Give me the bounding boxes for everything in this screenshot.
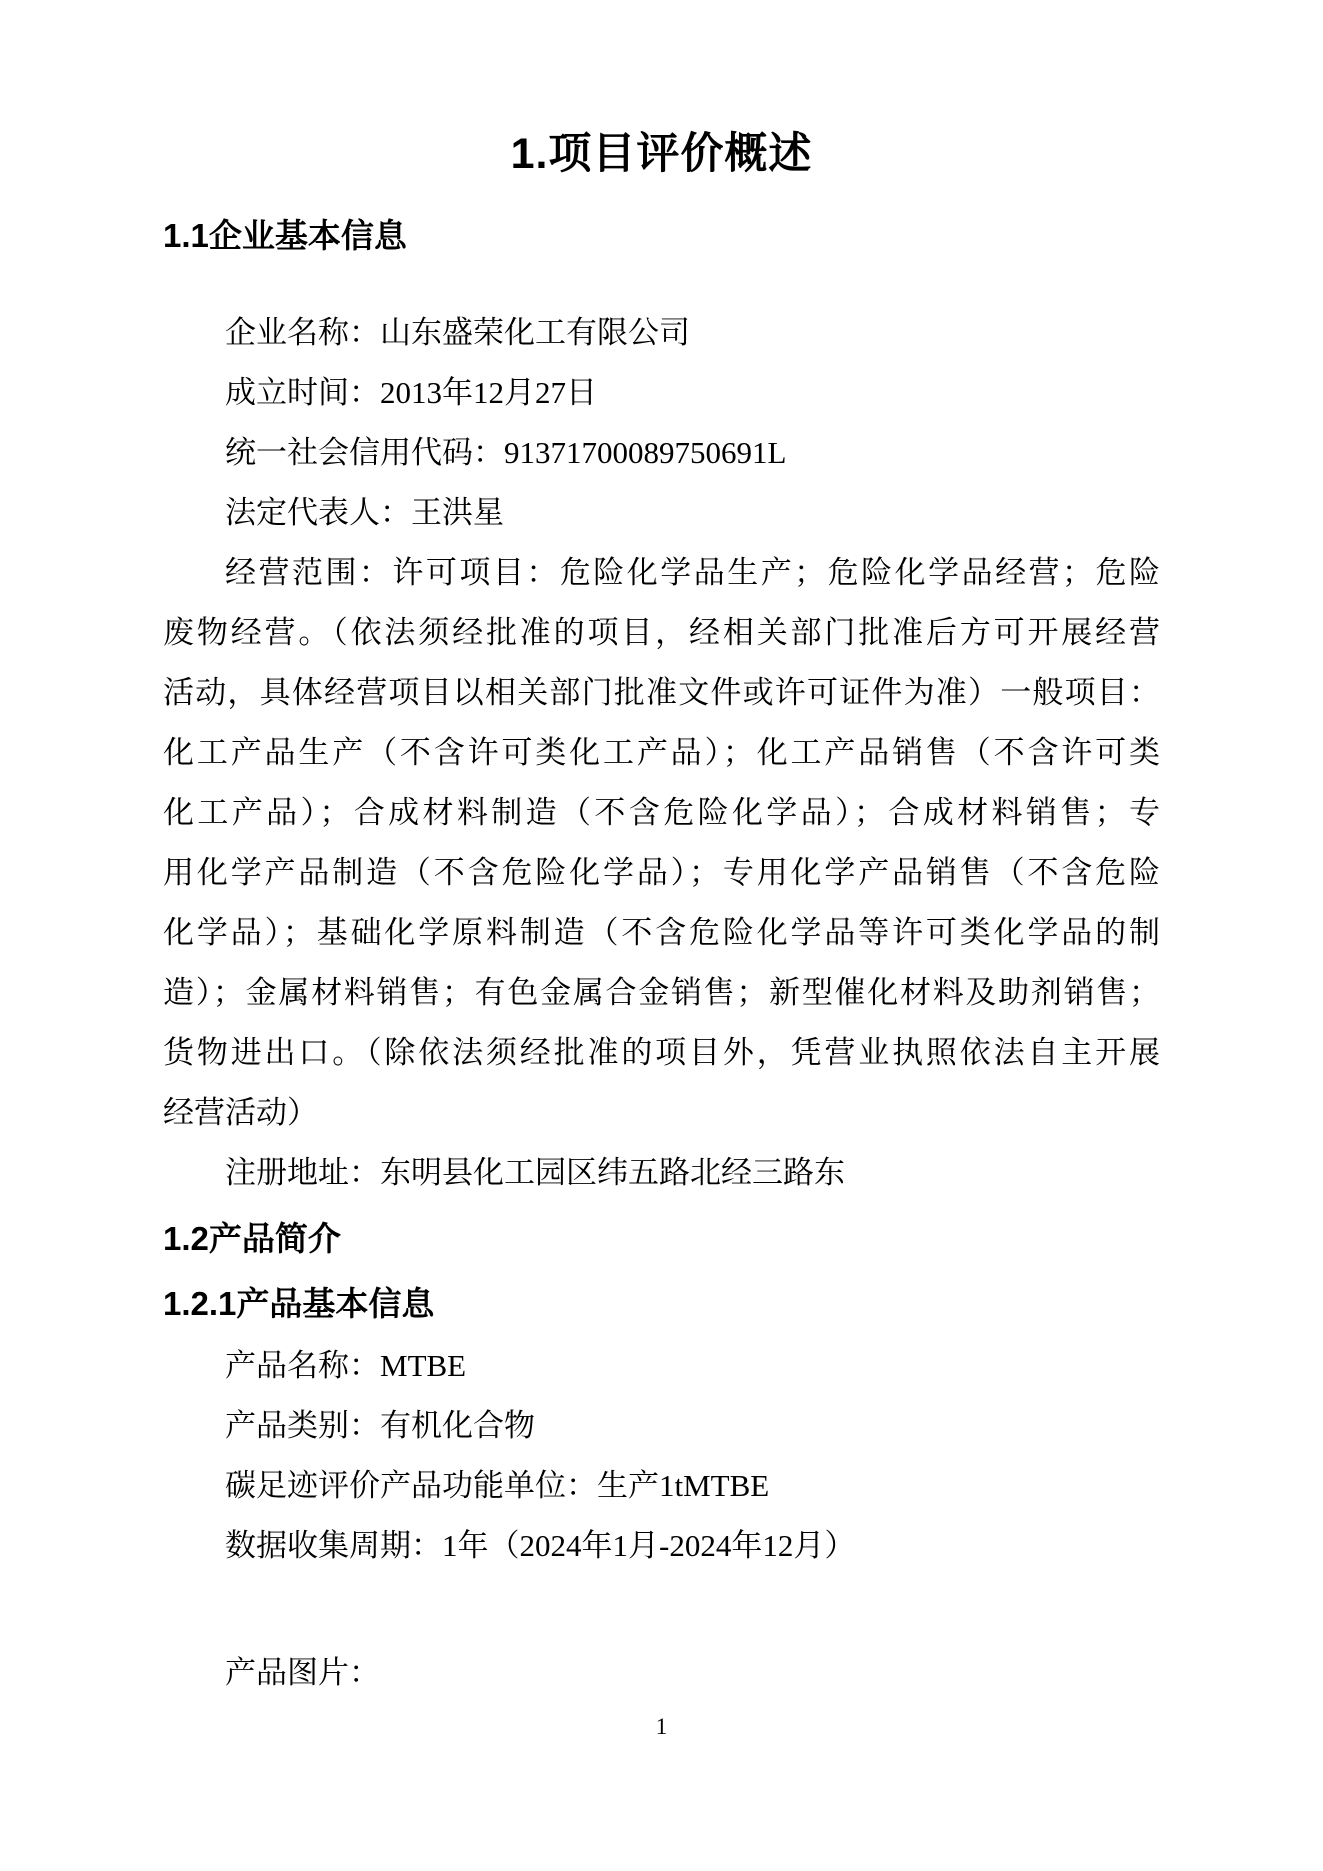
product-info-block	[163, 1336, 1160, 1703]
business-scope-line: 化学品）；基础化学原料制造（不含危险化学品等许可类化学品的制	[163, 915, 1160, 950]
business-scope-line: 造）；金属材料销售；有色金属合金销售；新型催化材料及助剂销售；	[163, 975, 1160, 1010]
business-scope-line: 用化学产品制造（不含危险化学品）；专用化学产品销售（不含危险	[163, 855, 1160, 890]
business-scope-line: 经营范围：许可项目：危险化学品生产；危险化学品经营；危险	[225, 555, 1160, 590]
business-scope-line: 化工产品生产（不含许可类化工产品）；化工产品销售（不含许可类	[163, 735, 1160, 770]
business-scope-line: 废物经营。（依法须经批准的项目，经相关部门批准后方可开展经营	[163, 615, 1160, 650]
business-scope-line: 化工产品）；合成材料制造（不含危险化学品）；合成材料销售；专	[163, 795, 1160, 830]
section-heading-company-info: 1.1企业基本信息	[163, 217, 407, 254]
page-number: 1	[655, 1714, 668, 1739]
business-scope-line: 活动，具体经营项目以相关部门批准文件或许可证件为准）一般项目：	[163, 675, 1160, 710]
business-scope-line: 货物进出口。（除依法须经批准的项目外，凭营业执照依法自主开展	[163, 1035, 1160, 1070]
field-registered-address: 注册地址：东明县化工园区纬五路北经三路东	[225, 1155, 845, 1190]
company-info-block	[163, 303, 1160, 1203]
field-legal-representative: 法定代表人：王洪星	[225, 495, 504, 530]
business-scope-line: 经营活动）	[163, 1095, 318, 1130]
section-heading-product-basic-info: 1.2.1产品基本信息	[163, 1285, 435, 1322]
field-established-date: 成立时间：2013年12月27日	[225, 375, 597, 410]
field-product-name: 产品名称：MTBE	[225, 1348, 467, 1383]
field-data-collection-period: 数据收集周期：1年（2024年1月-2024年12月）	[225, 1528, 856, 1563]
field-functional-unit: 碳足迹评价产品功能单位：生产1tMTBE	[225, 1468, 770, 1503]
field-company-name: 企业名称：山东盛荣化工有限公司	[225, 315, 690, 350]
document-title: 1.项目评价概述	[510, 130, 813, 178]
field-product-category: 产品类别：有机化合物	[225, 1408, 535, 1443]
business-scope-paragraph	[163, 543, 1160, 1143]
field-product-image-label: 产品图片：	[225, 1655, 380, 1690]
field-credit-code: 统一社会信用代码：91371700089750691L	[225, 435, 787, 470]
section-heading-product-intro: 1.2产品简介	[163, 1220, 341, 1257]
